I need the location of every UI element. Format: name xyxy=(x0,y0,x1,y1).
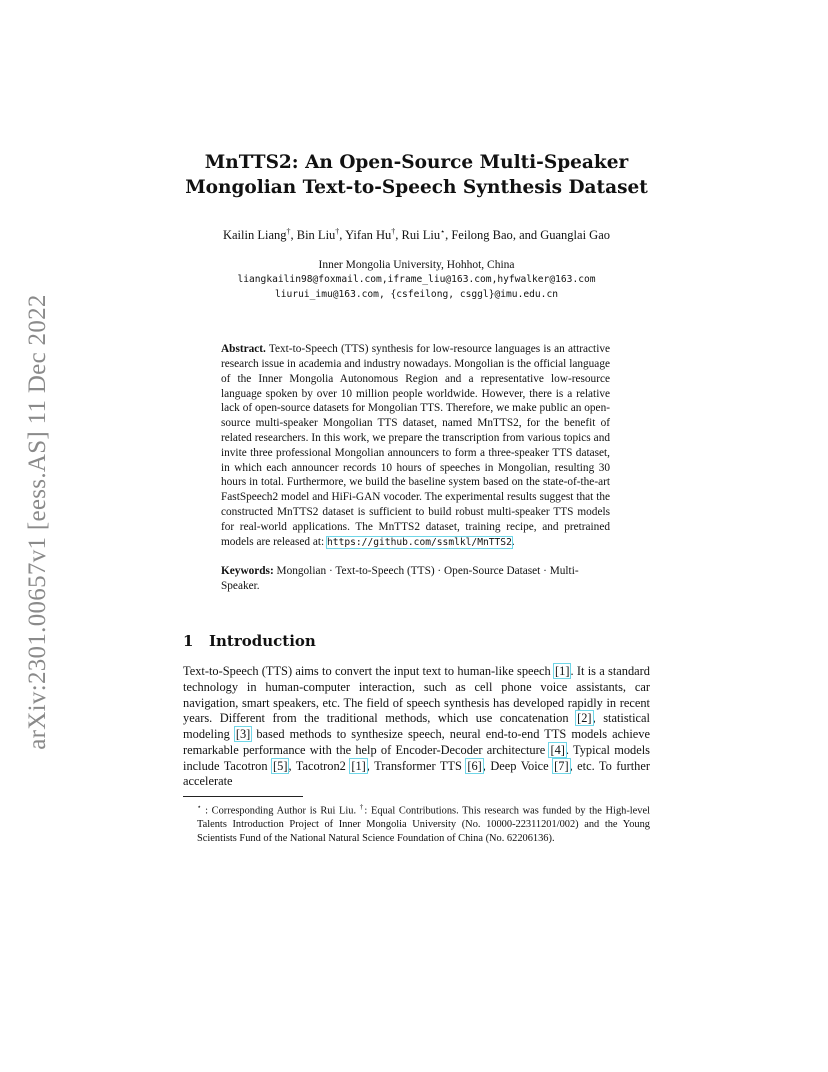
citation-link[interactable]: [7] xyxy=(554,758,569,773)
author-mark: ⋆ xyxy=(440,227,446,236)
section-heading xyxy=(183,632,650,650)
footnote-rule xyxy=(183,796,303,797)
abstract xyxy=(221,342,610,550)
citation-link[interactable]: [5] xyxy=(273,758,288,773)
author-name: and Guanglai Gao xyxy=(519,228,611,243)
intro-text: based methods to synthesize speech, neural end-to-end TTS models achieve remarkable performance with the help of Encoder-Decoder architecture xyxy=(183,727,650,757)
abstract-label: Abstract. xyxy=(221,343,266,356)
repo-link[interactable]: https://github.com/ssmlkl/MnTTS2 xyxy=(327,536,512,548)
intro-paragraph xyxy=(183,664,650,790)
author-name: Bin Liu xyxy=(296,228,336,243)
arxiv-identifier: arXiv:2301.00657v1 [eess.AS] 11 Dec 2022 xyxy=(24,294,51,750)
keywords-text: Mongolian · Text-to-Speech (TTS) · Open-Source Dataset · Multi-Speaker. xyxy=(221,565,579,593)
author-list: Kailin Liang†, Bin Liu†, Yifan Hu†, Rui Liu⋆, Feilong Bao, and Guanglai Gao xyxy=(222,227,611,243)
citation-link[interactable]: [3] xyxy=(235,727,251,742)
title-line-2: Mongolian Text-to-Speech Synthesis Dataset xyxy=(185,177,648,198)
citation-link[interactable]: [6] xyxy=(467,758,482,773)
citation-link[interactable]: [2] xyxy=(577,711,592,726)
author-name: Feilong Bao xyxy=(451,228,513,243)
footnote-mark: ⋆ xyxy=(197,803,202,812)
keywords xyxy=(221,564,610,594)
citation-link[interactable]: [4] xyxy=(550,742,565,757)
intro-text: , Transformer TTS xyxy=(366,758,467,773)
intro-text: , statistical modeling xyxy=(183,711,650,742)
abstract-end: . xyxy=(511,535,515,548)
author-mark: † xyxy=(286,227,291,236)
footnote-text: : Corresponding Author is Rui Liu. xyxy=(205,805,360,817)
intro-text: Text-to-Speech (TTS) aims to convert the input text to human-like speech xyxy=(183,663,555,678)
arxiv-side-stamp xyxy=(0,0,70,1072)
footnote xyxy=(197,801,650,845)
author-mark: † xyxy=(391,227,396,236)
intro-text: , etc. To further accelerate xyxy=(183,758,650,789)
intro-text: , Deep Voice xyxy=(482,758,554,773)
title-line-1: MnTTS2: An Open-Source Multi-Speaker xyxy=(204,152,629,173)
intro-text: . It is a standard technology in human-computer interaction, such as cell phone voice assistants, car navigation, smart speakers, etc. The field of speech synthesis has developed rapidly in recent years. Different from the traditional methods, which use concatenation xyxy=(183,663,651,726)
abstract-text: Text-to-Speech (TTS) synthesis for low-resource languages is an attractive research issue in academia and industry nowadays. Mongolian is the official language of the Inner Mongolia Autonomous Region and a representative low-resource language spoken by over 10 million people worldwide. However, there is a relative lack of open-source datasets for Mongolian TTS. Therefore, we make public an open-source multi-speaker Mongolian TTS dataset, named MnTTS2, for the benefit of related researchers. In this work, we prepare the transcription from various topics and invite three professional Mongolian announcers to form a three-speaker TTS dataset, in which each announcer records 10 hours of speeches in Mongolian, resulting 30 hours in total. Furthermore, we build the baseline system based on the state-of-the-art FastSpeech2 model and HiFi-GAN vocoder. The experimental results suggest that the constructed MnTTS2 dataset is sufficient to build robust multi-speaker TTS models for real-world applications. The MnTTS2 dataset, training recipe, and pretrained models are released at: xyxy=(221,343,610,548)
section-title: Introduction xyxy=(209,631,316,650)
emails-line-2: liurui_imu@163.com, {csfeilong, csggl}@imu.edu.cn xyxy=(274,289,559,301)
author-name: Rui Liu xyxy=(401,228,441,243)
footnote-mark: † xyxy=(359,803,365,812)
paper-page xyxy=(183,150,650,845)
affiliation xyxy=(163,258,670,302)
author-name: Yifan Hu xyxy=(345,228,392,243)
keywords-label: Keywords: xyxy=(221,565,274,578)
section-number: 1 xyxy=(183,631,194,650)
author-name: Kailin Liang xyxy=(222,228,287,243)
intro-text: , Tacotron2 xyxy=(288,758,351,773)
citation-link[interactable]: [1] xyxy=(555,663,570,678)
paper-title xyxy=(163,150,670,200)
footnote-text: : Equal Contributions. This research was funded by the High-level Talents Introduction Project of Inner Mongolia University (No. 10000-22311201/002) and the Young Scientists Fund of the National Natural Science Foundation of China (No. 62206136). xyxy=(197,805,650,844)
intro-text: . Typical models include Tacotron xyxy=(183,742,650,773)
institution: Inner Mongolia University, Hohhot, China xyxy=(318,259,515,272)
citation-link[interactable]: [1] xyxy=(351,758,366,773)
author-mark: † xyxy=(335,227,340,236)
emails-line-1: liangkailin98@foxmail.com,iframe_liu@163.com,hyfwalker@163.com xyxy=(237,274,596,286)
